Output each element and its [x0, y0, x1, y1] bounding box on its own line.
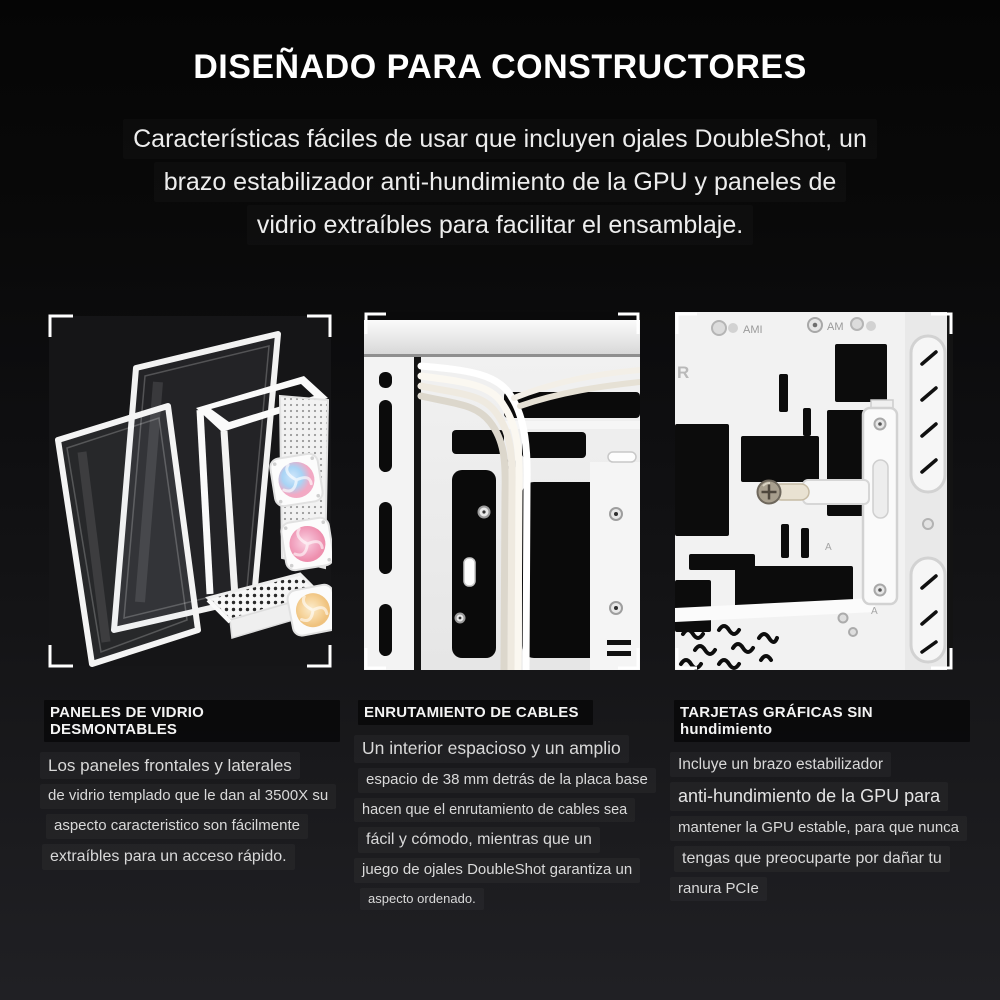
feature-heading: TARJETAS GRÁFICAS SIN hundimiento [674, 700, 970, 742]
subtitle-line: Características fáciles de usar que incluyen ojales DoubleShot, un [0, 119, 1000, 162]
page-subtitle [0, 119, 1000, 248]
svg-text:A: A [825, 542, 832, 553]
thumb-screw [758, 481, 781, 504]
gpu-anti-sag-image [675, 312, 953, 670]
side-rail [364, 357, 421, 670]
feature-text-line: anti-hundimiento de la GPU para [670, 782, 970, 811]
rgb-fan-blue [269, 452, 324, 507]
feature-text-line: mantener la GPU estable, para que nunca [670, 816, 970, 841]
feature-text-line: Un interior espacioso y un amplio [354, 735, 656, 763]
exploded-case-image [48, 312, 332, 670]
feature-heading: PANELES DE VIDRIO DESMONTABLES [44, 700, 340, 742]
svg-text:R: R [677, 363, 690, 382]
feature-text-line: aspecto caracteristico son fácilmente [46, 814, 340, 839]
feature-text-line: de vidrio templado que le dan al 3500X su [40, 784, 340, 809]
feature-text-line: hacen que el enrutamiento de cables sea [354, 798, 656, 822]
cable-routing-image [364, 312, 640, 670]
feature-column-glass-panels [40, 700, 340, 875]
figure-cable-routing [364, 312, 640, 670]
feature-text-line: juego de ojales DoubleShot garantiza un [354, 858, 656, 883]
feature-text-line: fácil y cómodo, mientras que un [358, 827, 656, 853]
psu-bracket [590, 452, 640, 670]
feature-heading: ENRUTAMIENTO DE CABLES [358, 700, 593, 725]
rgb-fan-pink [280, 516, 332, 571]
feature-text-line: Incluye un brazo estabilizador [670, 752, 970, 777]
figure-exploded-case-glass-panels [48, 312, 332, 670]
svg-text:AM: AM [827, 321, 844, 333]
feature-text-line: Los paneles frontales y laterales [40, 752, 340, 779]
feature-column-gpu-anti-sag [670, 700, 970, 906]
feature-text-line: espacio de 38 mm detrás de la placa base [358, 768, 656, 793]
feature-text-line: extraíbles para un acceso rápido. [42, 844, 340, 870]
rgb-fan-amber [286, 583, 332, 637]
subtitle-line: vidrio extraíbles para facilitar el ensamblaje. [0, 205, 1000, 248]
feature-text-line: aspecto ordenado. [360, 888, 656, 910]
svg-text:A: A [871, 606, 878, 617]
figure-gpu-anti-sag [675, 312, 953, 670]
feature-text-line: ranura PCIe [670, 877, 970, 902]
feature-column-cable-routing [354, 700, 656, 915]
page-title: DISEÑADO PARA CONSTRUCTORES [193, 48, 807, 86]
subtitle-line: brazo estabilizador anti-hundimiento de la GPU y paneles de [0, 162, 1000, 205]
louver-rail [905, 312, 953, 670]
case-top-rail [364, 320, 640, 354]
feature-text-line: tengas que preocuparte por dañar tu [674, 846, 970, 872]
svg-text:AMI: AMI [743, 324, 763, 336]
